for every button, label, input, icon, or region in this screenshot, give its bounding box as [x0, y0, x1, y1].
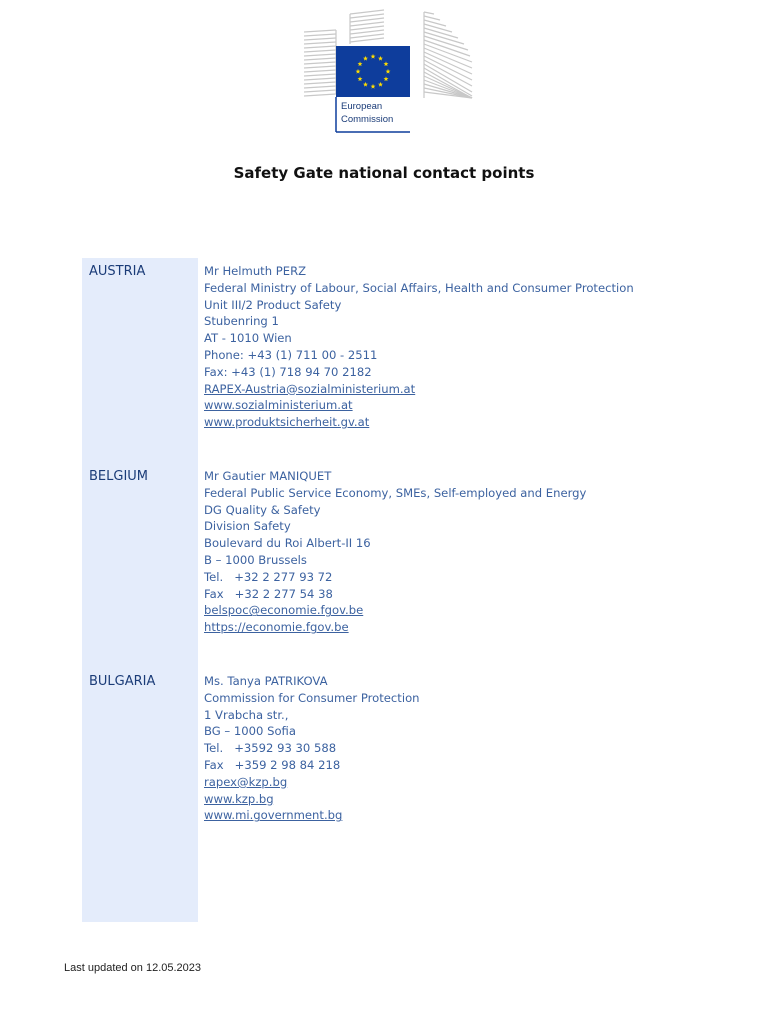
contact-line: Fax +32 2 277 54 38 — [204, 586, 333, 601]
contact-line: B – 1000 Brussels — [204, 552, 307, 567]
contact-line: Unit III/2 Product Safety — [204, 297, 342, 312]
contact-line: Tel. +32 2 277 93 72 — [204, 569, 333, 584]
country-column-background — [82, 258, 198, 922]
contact-line: Fax +359 2 98 84 218 — [204, 757, 341, 772]
last-updated-note: Last updated on 12.05.2023 — [64, 962, 202, 974]
email-link-bulgaria[interactable]: rapex@kzp.bg — [204, 774, 288, 789]
contact-line: AT - 1010 Wien — [204, 331, 292, 346]
page-title: Safety Gate national contact points — [233, 164, 535, 182]
contact-line: Tel. +3592 93 30 588 — [204, 741, 337, 756]
website-link[interactable]: www.sozialministerium.at — [204, 398, 353, 413]
contact-block-bulgaria — [204, 673, 420, 824]
contact-line: Mr Helmuth PERZ — [204, 264, 307, 278]
contact-line: Boulevard du Roi Albert-II 16 — [204, 536, 371, 551]
contact-block-austria — [204, 263, 634, 431]
website-link[interactable]: https://economie.fgov.be — [204, 620, 349, 635]
contact-line: Federal Ministry of Labour, Social Affairs, Health and Consumer Protection — [204, 280, 634, 295]
email-link-belgium[interactable]: belspoc@economie.fgov.be — [204, 603, 364, 618]
website-link[interactable]: www.kzp.bg — [204, 791, 274, 806]
country-label-bulgaria: BULGARIA — [89, 674, 156, 689]
website-link[interactable]: www.produktsicherheit.gv.at — [204, 415, 370, 430]
eu-flag — [336, 46, 410, 97]
contact-line: Commission for Consumer Protection — [204, 690, 420, 705]
contact-line: Division Safety — [204, 519, 291, 534]
contact-line: Fax: +43 (1) 718 94 70 2182 — [204, 364, 372, 379]
contact-line: 1 Vrabcha str., — [204, 707, 289, 722]
building-right-graphic — [424, 12, 472, 98]
contact-line: Ms. Tanya PATRIKOVA — [204, 674, 328, 688]
contact-line: Federal Public Service Economy, SMEs, Self-employed and Energy — [204, 485, 587, 500]
european-commission-logo — [300, 8, 476, 134]
contact-line: Stubenring 1 — [204, 314, 279, 329]
country-label-belgium: BELGIUM — [89, 469, 149, 484]
contact-line: Mr Gautier MANIQUET — [204, 469, 332, 483]
website-link[interactable]: www.mi.government.bg — [204, 808, 343, 823]
logo-text-line2: Commission — [341, 114, 394, 125]
contact-block-belgium — [204, 468, 586, 636]
contact-line: BG – 1000 Sofia — [204, 724, 296, 739]
email-link-austria[interactable]: RAPEX-Austria@sozialministerium.at — [204, 381, 416, 396]
contact-line: DG Quality & Safety — [204, 502, 321, 517]
contact-line: Phone: +43 (1) 711 00 - 2511 — [204, 347, 378, 362]
logo-text-line1: European — [341, 101, 383, 112]
country-label-austria: AUSTRIA — [89, 264, 146, 279]
